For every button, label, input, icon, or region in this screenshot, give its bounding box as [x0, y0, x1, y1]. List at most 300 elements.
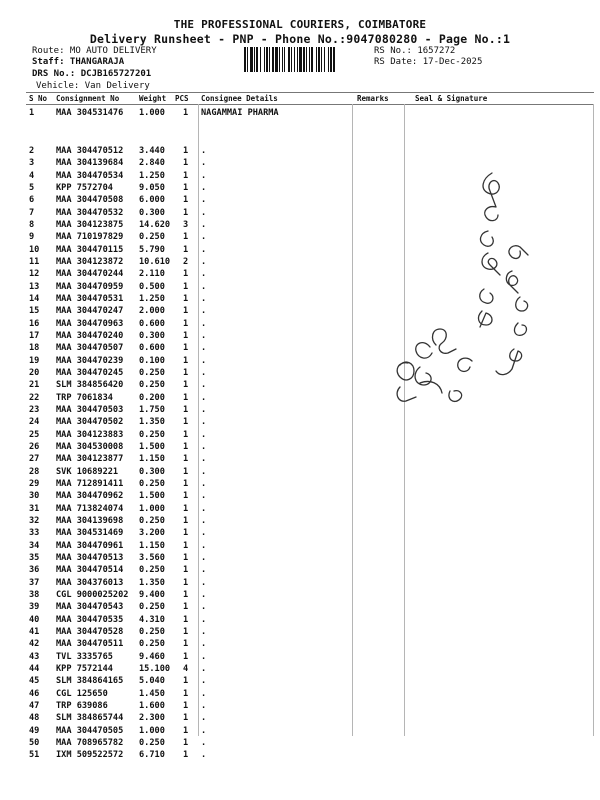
row-weight: 2.000 [139, 306, 165, 317]
row-serial-number: 10 [29, 244, 40, 255]
row-consignment-number: MAA 304470534 [56, 170, 124, 181]
row-consignee-details: . [201, 269, 207, 280]
row-serial-number: 23 [29, 404, 40, 415]
row-pieces: 1 [183, 737, 189, 748]
row-consignment-number: MAA 304139698 [56, 515, 124, 526]
row-consignee-details: . [201, 651, 207, 662]
row-weight: 0.500 [139, 281, 165, 292]
row-weight: 4.310 [139, 614, 165, 625]
row-consignment-number: MAA 708965782 [56, 737, 124, 748]
row-consignment-number: MAA 304123872 [56, 256, 124, 267]
row-weight: 0.600 [139, 318, 165, 329]
row-consignment-number: CGL 125650 [56, 688, 108, 699]
row-weight: 2.300 [139, 713, 165, 724]
row-consignee-details: . [201, 182, 207, 193]
row-weight: 1.250 [139, 293, 165, 304]
row-consignee-details: . [201, 244, 207, 255]
row-consignee-details: . [201, 515, 207, 526]
table-row [0, 516, 600, 528]
row-pieces: 1 [183, 688, 189, 699]
row-consignment-number: MAA 304470963 [56, 318, 124, 329]
staff-label: Staff: THANGARAJA [32, 57, 125, 67]
table-row [0, 590, 600, 602]
row-pieces: 1 [183, 404, 189, 415]
row-weight: 0.250 [139, 232, 165, 243]
row-weight: 0.250 [139, 478, 165, 489]
runsheet-subtitle: Delivery Runsheet - PNP - Phone No.:9047080280 - Page No.:1 [89, 32, 511, 46]
table-row [0, 676, 600, 688]
row-weight: 3.560 [139, 552, 165, 563]
row-pieces: 1 [183, 293, 189, 304]
row-consignment-number: MAA 304139684 [56, 158, 124, 169]
row-pieces: 1 [183, 441, 189, 452]
row-consignment-number: MAA 304470535 [56, 614, 124, 625]
col-header-pcs: PCS [175, 94, 189, 103]
row-consignee-details: . [201, 355, 207, 366]
row-pieces: 1 [183, 330, 189, 341]
row-serial-number: 13 [29, 281, 40, 292]
row-consignee-details: . [201, 552, 207, 563]
row-consignment-number: MAA 304530008 [56, 441, 124, 452]
row-serial-number: 39 [29, 602, 40, 613]
row-serial-number: 42 [29, 639, 40, 650]
row-pieces: 1 [183, 713, 189, 724]
row-weight: 0.250 [139, 367, 165, 378]
row-consignee-details: . [201, 602, 207, 613]
table-row [0, 615, 600, 627]
row-serial-number: 51 [29, 750, 40, 761]
row-pieces: 1 [183, 651, 189, 662]
table-row [0, 504, 600, 516]
table-row [0, 726, 600, 738]
row-serial-number: 38 [29, 589, 40, 600]
row-consignee-details: . [201, 454, 207, 465]
row-consignment-number: MAA 710197829 [56, 232, 124, 243]
row-consignee-details: . [201, 700, 207, 711]
row-consignment-number: MAA 304470514 [56, 565, 124, 576]
row-serial-number: 6 [29, 195, 35, 206]
col-header-sno: S No [29, 94, 48, 103]
row-consignee-details: . [201, 380, 207, 391]
row-consignment-number: IXM 509522572 [56, 750, 124, 761]
row-consignment-number: SVK 10689221 [56, 466, 119, 477]
row-consignee-details: NAGAMMAI PHARMA [201, 108, 279, 118]
table-row [0, 602, 600, 614]
row-pieces: 1 [183, 158, 189, 169]
row-consignee-details: . [201, 392, 207, 403]
row-consignee-details: . [201, 293, 207, 304]
table-row [0, 454, 600, 466]
row-consignment-number: MAA 304470244 [56, 269, 124, 280]
row-pieces: 1 [183, 725, 189, 736]
row-consignee-details: . [201, 713, 207, 724]
row-consignee-details: . [201, 750, 207, 761]
row-pieces: 1 [183, 380, 189, 391]
row-weight: 0.300 [139, 466, 165, 477]
row-serial-number: 31 [29, 503, 40, 514]
row-pieces: 2 [183, 256, 189, 267]
row-serial-number: 40 [29, 614, 40, 625]
row-weight: 15.100 [139, 663, 171, 674]
row-consignment-number: MAA 304531469 [56, 528, 124, 539]
row-pieces: 1 [183, 367, 189, 378]
col-header-details: Consignee Details [201, 94, 278, 103]
row-consignment-number: MAA 304123877 [56, 454, 124, 465]
table-row [0, 146, 600, 158]
row-consignment-number: MAA 304470508 [56, 195, 124, 206]
row-consignment-number: MAA 304376013 [56, 577, 124, 588]
row-consignee-details: . [201, 528, 207, 539]
row-serial-number: 5 [29, 182, 35, 193]
row-serial-number: 26 [29, 441, 40, 452]
row-consignment-number: MAA 304470532 [56, 207, 124, 218]
row-weight: 1.500 [139, 491, 165, 502]
row-weight: 5.040 [139, 676, 165, 687]
row-pieces: 1 [183, 306, 189, 317]
row-weight: 0.250 [139, 429, 165, 440]
row-weight: 1.350 [139, 417, 165, 428]
vehicle-label: Vehicle: Van Delivery [36, 81, 150, 91]
row-serial-number: 49 [29, 725, 40, 736]
row-weight: 1.000 [139, 108, 165, 118]
row-weight: 1.000 [139, 503, 165, 514]
row-consignee-details: . [201, 207, 207, 218]
row-consignee-details: . [201, 676, 207, 687]
row-weight: 5.790 [139, 244, 165, 255]
row-serial-number: 15 [29, 306, 40, 317]
row-weight: 1.750 [139, 404, 165, 415]
row-serial-number: 8 [29, 219, 35, 230]
row-pieces: 1 [183, 552, 189, 563]
table-row [0, 664, 600, 676]
row-weight: 0.250 [139, 565, 165, 576]
row-consignment-number: MAA 304470543 [56, 602, 124, 613]
row-weight: 0.600 [139, 343, 165, 354]
row-consignee-details: . [201, 540, 207, 551]
row-weight: 1.250 [139, 170, 165, 181]
row-consignment-number: MAA 304470239 [56, 355, 124, 366]
table-row [0, 652, 600, 664]
row-pieces: 1 [183, 108, 189, 118]
row-pieces: 1 [183, 639, 189, 650]
row-pieces: 1 [183, 626, 189, 637]
row-serial-number: 48 [29, 713, 40, 724]
col-header-weight: Weight [139, 94, 167, 103]
rs-date: RS Date: 17-Dec-2025 [374, 57, 483, 67]
row-serial-number: 16 [29, 318, 40, 329]
row-weight: 1.450 [139, 688, 165, 699]
row-consignee-details: . [201, 466, 207, 477]
row-consignment-number: MAA 304470528 [56, 626, 124, 637]
row-serial-number: 27 [29, 454, 40, 465]
row-consignee-details: . [201, 565, 207, 576]
row-serial-number: 50 [29, 737, 40, 748]
row-weight: 0.250 [139, 602, 165, 613]
table-row [0, 750, 600, 762]
row-weight: 3.440 [139, 146, 165, 156]
row-consignment-number: MAA 304470245 [56, 367, 124, 378]
row-pieces: 1 [183, 589, 189, 600]
row-pieces: 1 [183, 491, 189, 502]
row-weight: 0.100 [139, 355, 165, 366]
col-header-consignment: Consignment No [56, 94, 120, 103]
row-weight: 0.300 [139, 207, 165, 218]
row-consignee-details: . [201, 491, 207, 502]
row-consignee-details: . [201, 589, 207, 600]
table-row [0, 578, 600, 590]
row-pieces: 1 [183, 182, 189, 193]
row-serial-number: 32 [29, 515, 40, 526]
row-pieces: 1 [183, 540, 189, 551]
row-weight: 0.250 [139, 737, 165, 748]
table-row [0, 491, 600, 503]
drs-number: DRS No.: DCJB165727201 [32, 69, 152, 79]
row-consignment-number: MAA 713824074 [56, 503, 124, 514]
row-consignee-details: . [201, 478, 207, 489]
row-consignee-details: . [201, 170, 207, 181]
row-consignment-number: MAA 304470959 [56, 281, 124, 292]
row-consignment-number: SLM 384864165 [56, 676, 124, 687]
row-consignment-number: KPP 7572144 [56, 663, 113, 674]
row-weight: 2.840 [139, 158, 165, 169]
row-consignment-number: TRP 639086 [56, 700, 108, 711]
row-consignee-details: . [201, 725, 207, 736]
row-serial-number: 43 [29, 651, 40, 662]
row-serial-number: 9 [29, 232, 35, 243]
row-pieces: 4 [183, 663, 189, 674]
row-pieces: 1 [183, 676, 189, 687]
row-serial-number: 22 [29, 392, 40, 403]
row-weight: 0.200 [139, 392, 165, 403]
row-pieces: 1 [183, 170, 189, 181]
table-row [0, 565, 600, 577]
row-weight: 6.000 [139, 195, 165, 206]
row-consignee-details: . [201, 429, 207, 440]
row-pieces: 1 [183, 281, 189, 292]
row-consignee-details: . [201, 343, 207, 354]
row-pieces: 1 [183, 318, 189, 329]
row-consignee-details: . [201, 688, 207, 699]
row-consignee-details: . [201, 417, 207, 428]
row-weight: 0.250 [139, 380, 165, 391]
row-consignment-number: MAA 304470503 [56, 404, 124, 415]
row-pieces: 1 [183, 478, 189, 489]
row-consignee-details: . [201, 626, 207, 637]
row-consignee-details: . [201, 367, 207, 378]
row-consignment-number: MAA 304470115 [56, 244, 124, 255]
row-weight: 0.250 [139, 639, 165, 650]
row-serial-number: 3 [29, 158, 35, 169]
row-weight: 0.250 [139, 515, 165, 526]
header-rule-bottom [26, 104, 594, 105]
row-consignee-details: . [201, 441, 207, 452]
row-consignee-details: . [201, 404, 207, 415]
row-serial-number: 41 [29, 626, 40, 637]
row-weight: 1.150 [139, 540, 165, 551]
row-consignee-details: . [201, 330, 207, 341]
table-row [0, 639, 600, 651]
row-consignment-number: MAA 304531476 [56, 108, 124, 118]
handwritten-signature [380, 165, 540, 435]
row-serial-number: 30 [29, 491, 40, 502]
row-pieces: 1 [183, 577, 189, 588]
row-consignee-details: . [201, 614, 207, 625]
barcode-icon [244, 47, 370, 72]
row-consignee-details: . [201, 318, 207, 329]
row-consignee-details: . [201, 306, 207, 317]
row-pieces: 1 [183, 343, 189, 354]
row-consignment-number: MAA 304470961 [56, 540, 124, 551]
table-row [0, 528, 600, 540]
table-row [0, 689, 600, 701]
row-serial-number: 25 [29, 429, 40, 440]
row-pieces: 1 [183, 232, 189, 243]
row-consignment-number: MAA 304470512 [56, 146, 124, 156]
row-weight: 14.620 [139, 219, 171, 230]
row-weight: 9.400 [139, 589, 165, 600]
row-consignee-details: . [201, 195, 207, 206]
row-pieces: 1 [183, 207, 189, 218]
row-serial-number: 45 [29, 676, 40, 687]
table-row [0, 108, 600, 120]
table-row [0, 738, 600, 750]
row-consignee-details: . [201, 158, 207, 169]
row-pieces: 1 [183, 454, 189, 465]
row-serial-number: 35 [29, 552, 40, 563]
table-row [0, 479, 600, 491]
row-consignee-details: . [201, 503, 207, 514]
row-consignment-number: TVL 3335765 [56, 651, 113, 662]
row-consignment-number: MAA 304470531 [56, 293, 124, 304]
row-consignment-number: CGL 9000025202 [56, 589, 129, 600]
row-consignment-number: MAA 304123883 [56, 429, 124, 440]
row-serial-number: 2 [29, 146, 35, 156]
row-serial-number: 11 [29, 256, 40, 267]
row-weight: 9.460 [139, 651, 165, 662]
row-weight: 1.150 [139, 454, 165, 465]
row-consignment-number: MAA 304470962 [56, 491, 124, 502]
row-consignment-number: KPP 7572704 [56, 182, 113, 193]
row-pieces: 1 [183, 355, 189, 366]
row-weight: 9.050 [139, 182, 165, 193]
row-pieces: 1 [183, 417, 189, 428]
row-consignment-number: MAA 304470507 [56, 343, 124, 354]
row-consignment-number: SLM 384865744 [56, 713, 124, 724]
row-pieces: 1 [183, 750, 189, 761]
row-weight: 0.300 [139, 330, 165, 341]
row-consignment-number: SLM 384856420 [56, 380, 124, 391]
row-consignee-details: . [201, 232, 207, 243]
table-row [0, 701, 600, 713]
row-serial-number: 28 [29, 466, 40, 477]
row-pieces: 1 [183, 392, 189, 403]
row-consignment-number: MAA 304470511 [56, 639, 124, 650]
table-row [0, 627, 600, 639]
row-pieces: 1 [183, 429, 189, 440]
row-serial-number: 21 [29, 380, 40, 391]
row-pieces: 1 [183, 466, 189, 477]
col-header-remarks: Remarks [357, 94, 389, 103]
route-label: Route: MO AUTO DELIVERY [32, 46, 157, 56]
table-row [0, 713, 600, 725]
row-consignment-number: MAA 304470513 [56, 552, 124, 563]
row-serial-number: 1 [29, 108, 35, 118]
row-consignee-details: . [201, 146, 207, 156]
row-consignee-details: . [201, 281, 207, 292]
row-weight: 0.250 [139, 626, 165, 637]
row-consignment-number: MAA 304470240 [56, 330, 124, 341]
row-weight: 1.600 [139, 700, 165, 711]
table-row [0, 553, 600, 565]
row-pieces: 1 [183, 515, 189, 526]
row-weight: 1.350 [139, 577, 165, 588]
row-consignment-number: MAA 304123875 [56, 219, 124, 230]
table-row [0, 541, 600, 553]
row-pieces: 1 [183, 528, 189, 539]
row-pieces: 1 [183, 146, 189, 156]
row-serial-number: 7 [29, 207, 35, 218]
row-serial-number: 34 [29, 540, 40, 551]
row-weight: 6.710 [139, 750, 165, 761]
row-serial-number: 4 [29, 170, 35, 181]
row-serial-number: 17 [29, 330, 40, 341]
row-serial-number: 36 [29, 565, 40, 576]
col-header-seal: Seal & Signature [415, 94, 488, 103]
row-pieces: 1 [183, 602, 189, 613]
row-pieces: 1 [183, 195, 189, 206]
row-consignee-details: . [201, 256, 207, 267]
row-serial-number: 18 [29, 343, 40, 354]
row-pieces: 1 [183, 565, 189, 576]
row-serial-number: 29 [29, 478, 40, 489]
row-consignment-number: MAA 712891411 [56, 478, 124, 489]
row-pieces: 1 [183, 244, 189, 255]
table-row [0, 467, 600, 479]
row-consignment-number: MAA 304470505 [56, 725, 124, 736]
row-weight: 3.200 [139, 528, 165, 539]
row-consignment-number: MAA 304470502 [56, 417, 124, 428]
row-weight: 10.610 [139, 256, 171, 267]
company-title: THE PROFESSIONAL COURIERS, COIMBATORE [173, 18, 427, 31]
row-pieces: 3 [183, 219, 189, 230]
row-consignee-details: . [201, 639, 207, 650]
row-serial-number: 37 [29, 577, 40, 588]
row-serial-number: 12 [29, 269, 40, 280]
header-rule-top [26, 92, 594, 93]
row-serial-number: 20 [29, 367, 40, 378]
row-serial-number: 33 [29, 528, 40, 539]
row-pieces: 1 [183, 700, 189, 711]
row-pieces: 1 [183, 503, 189, 514]
row-consignment-number: MAA 304470247 [56, 306, 124, 317]
row-pieces: 1 [183, 614, 189, 625]
row-serial-number: 24 [29, 417, 40, 428]
row-serial-number: 14 [29, 293, 40, 304]
row-serial-number: 47 [29, 700, 40, 711]
row-consignee-details: . [201, 219, 207, 230]
table-row [0, 442, 600, 454]
row-consignee-details: . [201, 577, 207, 588]
row-pieces: 1 [183, 269, 189, 280]
row-serial-number: 46 [29, 688, 40, 699]
row-consignee-details: . [201, 737, 207, 748]
row-serial-number: 44 [29, 663, 40, 674]
row-consignment-number: TRP 7061834 [56, 392, 113, 403]
row-weight: 1.000 [139, 725, 165, 736]
row-consignee-details: . [201, 663, 207, 674]
row-serial-number: 19 [29, 355, 40, 366]
row-weight: 2.110 [139, 269, 165, 280]
